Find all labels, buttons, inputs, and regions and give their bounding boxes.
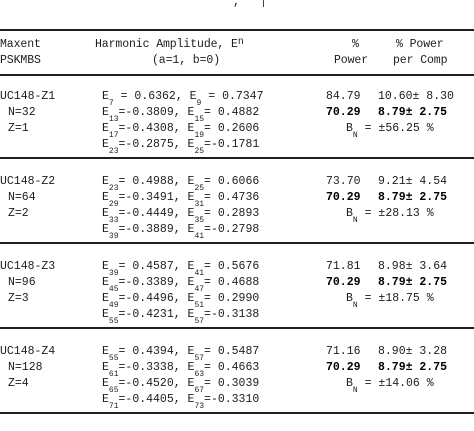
header-percent: % — [352, 38, 359, 51]
power-value: 73.70 — [326, 175, 361, 188]
amplitude-value: =-0.2798 — [204, 223, 260, 236]
amplitude-value: = 0.5487 — [204, 345, 260, 358]
bn-symbol: B — [346, 207, 353, 220]
row-n-label: N=128 — [8, 361, 43, 374]
amplitude-symbol: E — [102, 276, 109, 289]
row-name: UC148-Z1 — [0, 90, 56, 103]
amplitude-subscript: 25 — [194, 147, 205, 157]
amplitude-value: =-0.3889, — [118, 223, 188, 236]
per-comp-value-bold: 8.79± 2.75 — [378, 276, 448, 289]
amplitude-value: =-0.3491, — [118, 191, 188, 204]
bn-number: = ±18.75 % — [357, 292, 434, 305]
header-top-rule — [0, 29, 474, 31]
amplitude-value: = 0.2990 — [204, 292, 260, 305]
bn-value — [346, 207, 434, 226]
bn-symbol: B — [346, 377, 353, 390]
amplitude-symbol: E — [187, 223, 195, 236]
amplitude-symbol: E — [102, 138, 109, 151]
bn-value — [346, 122, 434, 141]
amplitude-subscript: 67 — [194, 386, 205, 396]
amplitude-value: =-0.3138 — [204, 308, 260, 321]
amplitude-subscript: 19 — [194, 131, 205, 141]
row-name: UC148-Z2 — [0, 175, 56, 188]
header-harmonic-amplitude — [95, 38, 244, 51]
row-separator-rule — [0, 157, 474, 159]
amplitude-line — [102, 175, 260, 194]
amplitude-symbol: E — [102, 90, 109, 103]
per-comp-value-bold: 8.79± 2.75 — [378, 191, 448, 204]
amplitude-symbol: E — [187, 260, 195, 273]
amplitude-value: =-0.4231, — [118, 308, 188, 321]
bn-number: = ±28.13 % — [357, 207, 434, 220]
amplitude-subscript: 41 — [194, 232, 205, 242]
amplitude-subscript: 55 — [108, 317, 119, 327]
header-maxent: Maxent — [0, 38, 41, 51]
amplitude-subscript: 47 — [194, 285, 205, 295]
amplitude-line — [102, 377, 260, 396]
amplitude-line — [102, 292, 260, 311]
amplitude-symbol: E — [187, 138, 195, 151]
amplitude-subscript: 57 — [194, 354, 205, 364]
row-separator-rule — [0, 327, 474, 329]
amplitude-subscript: 25 — [194, 184, 205, 194]
per-comp-value-bold: 8.79± 2.75 — [378, 106, 448, 119]
per-comp-value: 9.21± 4.54 — [378, 175, 448, 188]
amplitude-subscript: 63 — [194, 370, 205, 380]
amplitude-value: = 0.2606 — [204, 122, 260, 135]
amplitude-subscript: 41 — [194, 269, 205, 279]
amplitude-subscript: 39 — [108, 269, 119, 279]
bn-number: = ±56.25 % — [357, 122, 434, 135]
amplitude-subscript: 23 — [108, 147, 119, 157]
bn-subscript: N — [352, 301, 358, 311]
amplitude-symbol: E — [102, 308, 109, 321]
header-percent-power: % Power — [396, 38, 444, 51]
amplitude-line — [102, 308, 260, 327]
amplitude-value: =-0.2875, — [118, 138, 188, 151]
amplitude-line — [102, 138, 260, 157]
amplitude-subscript: 39 — [108, 232, 119, 242]
power-value: 71.16 — [326, 345, 361, 358]
bn-subscript: N — [352, 131, 358, 141]
amplitude-line — [102, 361, 260, 380]
row-n-label: N=32 — [8, 106, 36, 119]
amplitude-symbol: E — [102, 260, 109, 273]
bn-value — [346, 292, 434, 311]
amplitude-subscript: 45 — [108, 285, 119, 295]
amplitude-symbol: E — [102, 393, 109, 406]
amplitude-subscript: 57 — [194, 317, 205, 327]
amplitude-value: = 0.4882 — [204, 106, 260, 119]
amplitude-symbol: E — [102, 175, 109, 188]
amplitude-value: =-0.3338, — [118, 361, 188, 374]
amplitude-subscript: 61 — [108, 370, 119, 380]
power-value-bold: 70.29 — [326, 361, 361, 374]
amplitude-value: = 0.4587, — [118, 260, 188, 273]
amplitude-symbol: E — [189, 90, 197, 103]
amplitude-value: = 0.6066 — [204, 175, 260, 188]
amplitude-line — [102, 207, 260, 226]
power-value-bold: 70.29 — [326, 106, 361, 119]
per-comp-value: 10.60± 8.30 — [378, 90, 454, 103]
header-power: Power — [334, 54, 369, 67]
bn-symbol: B — [346, 122, 353, 135]
amplitude-subscript: 73 — [194, 402, 205, 412]
amplitude-line — [102, 191, 260, 210]
amplitude-subscript: 9 — [196, 99, 202, 109]
row-separator-rule — [0, 242, 474, 244]
amplitude-subscript: 65 — [108, 386, 119, 396]
amplitude-symbol: E — [102, 122, 109, 135]
amplitude-symbol: E — [187, 191, 195, 204]
row-z-label: Z=3 — [8, 292, 29, 305]
amplitude-subscript: 33 — [108, 216, 119, 226]
amplitude-subscript: 23 — [108, 184, 119, 194]
amplitude-subscript: 49 — [108, 301, 119, 311]
row-z-label: Z=4 — [8, 377, 29, 390]
amplitude-symbol: E — [102, 377, 109, 390]
amplitude-value: = 0.4688 — [204, 276, 260, 289]
amplitude-symbol: E — [102, 207, 109, 220]
amplitude-symbol: E — [187, 393, 195, 406]
bn-subscript: N — [352, 386, 358, 396]
row-separator-rule — [0, 412, 474, 414]
row-name: UC148-Z4 — [0, 345, 56, 358]
row-n-label: N=96 — [8, 276, 36, 289]
amplitude-value: = 0.7347 — [201, 90, 264, 103]
header-ab: (a=1, b=0) — [152, 54, 221, 67]
amplitude-line — [102, 345, 260, 364]
amplitude-value: =-0.3389, — [118, 276, 188, 289]
amplitude-subscript: 31 — [194, 200, 205, 210]
row-z-label: Z=1 — [8, 122, 29, 135]
amplitude-value: =-0.4308, — [118, 122, 188, 135]
amplitude-symbol: E — [102, 106, 109, 119]
row-z-label: Z=2 — [8, 207, 29, 220]
scan-mark-comma: , — [233, 0, 240, 9]
amplitude-value: = 0.4736 — [204, 191, 260, 204]
header-pskmbs: PSKMBS — [0, 54, 41, 67]
amplitude-line — [102, 122, 260, 141]
amplitude-value: = 0.6362, — [113, 90, 190, 103]
amplitude-value: =-0.3310 — [204, 393, 260, 406]
amplitude-subscript: 51 — [194, 301, 205, 311]
header-harmonic-text: Harmonic Amplitude, E — [95, 38, 238, 51]
power-value: 84.79 — [326, 90, 361, 103]
amplitude-subscript: 29 — [108, 200, 119, 210]
amplitude-value: =-0.4405, — [118, 393, 188, 406]
amplitude-symbol: E — [187, 276, 195, 289]
amplitude-subscript: 71 — [108, 402, 119, 412]
bn-subscript: N — [352, 216, 358, 226]
amplitude-value: =-0.4449, — [118, 207, 188, 220]
amplitude-subscript: 13 — [108, 115, 119, 125]
bn-value — [346, 377, 434, 396]
header-bottom-rule — [0, 74, 474, 76]
per-comp-value-bold: 8.79± 2.75 — [378, 361, 448, 374]
amplitude-symbol: E — [102, 223, 109, 236]
amplitude-line — [102, 106, 260, 125]
amplitude-subscript: 7 — [108, 99, 114, 109]
amplitude-value: = 0.4394, — [118, 345, 188, 358]
amplitude-value: = 0.5676 — [204, 260, 260, 273]
amplitude-symbol: E — [187, 361, 195, 374]
amplitude-subscript: 55 — [108, 354, 119, 364]
amplitude-symbol: E — [187, 292, 195, 305]
scan-mark-tick — [263, 0, 264, 7]
bn-symbol: B — [346, 292, 353, 305]
amplitude-symbol: E — [102, 191, 109, 204]
amplitude-symbol: E — [102, 345, 109, 358]
amplitude-line — [102, 276, 260, 295]
bn-number: = ±14.06 % — [357, 377, 434, 390]
amplitude-value: =-0.3809, — [118, 106, 188, 119]
per-comp-value: 8.90± 3.28 — [378, 345, 448, 358]
amplitude-subscript: 15 — [194, 115, 205, 125]
per-comp-value: 8.98± 3.64 — [378, 260, 448, 273]
amplitude-subscript: 17 — [108, 131, 119, 141]
power-value: 71.81 — [326, 260, 361, 273]
amplitude-value: =-0.1781 — [204, 138, 260, 151]
amplitude-line — [102, 223, 260, 242]
amplitude-value: = 0.3039 — [204, 377, 260, 390]
header-harmonic-sub: n — [237, 37, 244, 49]
amplitude-line — [102, 90, 264, 109]
amplitude-value: = 0.4663 — [204, 361, 260, 374]
amplitude-value: =-0.4520, — [118, 377, 188, 390]
amplitude-symbol: E — [187, 377, 195, 390]
amplitude-symbol: E — [187, 308, 195, 321]
amplitude-symbol: E — [102, 292, 109, 305]
power-value-bold: 70.29 — [326, 276, 361, 289]
row-name: UC148-Z3 — [0, 260, 56, 273]
amplitude-subscript: 35 — [194, 216, 205, 226]
power-value-bold: 70.29 — [326, 191, 361, 204]
amplitude-symbol: E — [187, 175, 195, 188]
amplitude-value: = 0.4988, — [118, 175, 188, 188]
amplitude-line — [102, 393, 260, 412]
amplitude-symbol: E — [102, 361, 109, 374]
amplitude-value: = 0.2893 — [204, 207, 260, 220]
amplitude-symbol: E — [187, 122, 195, 135]
row-n-label: N=64 — [8, 191, 36, 204]
amplitude-value: =-0.4496, — [118, 292, 188, 305]
amplitude-symbol: E — [187, 207, 195, 220]
amplitude-symbol: E — [187, 345, 195, 358]
amplitude-symbol: E — [187, 106, 195, 119]
header-per-comp: per Comp — [393, 54, 448, 67]
amplitude-line — [102, 260, 260, 279]
